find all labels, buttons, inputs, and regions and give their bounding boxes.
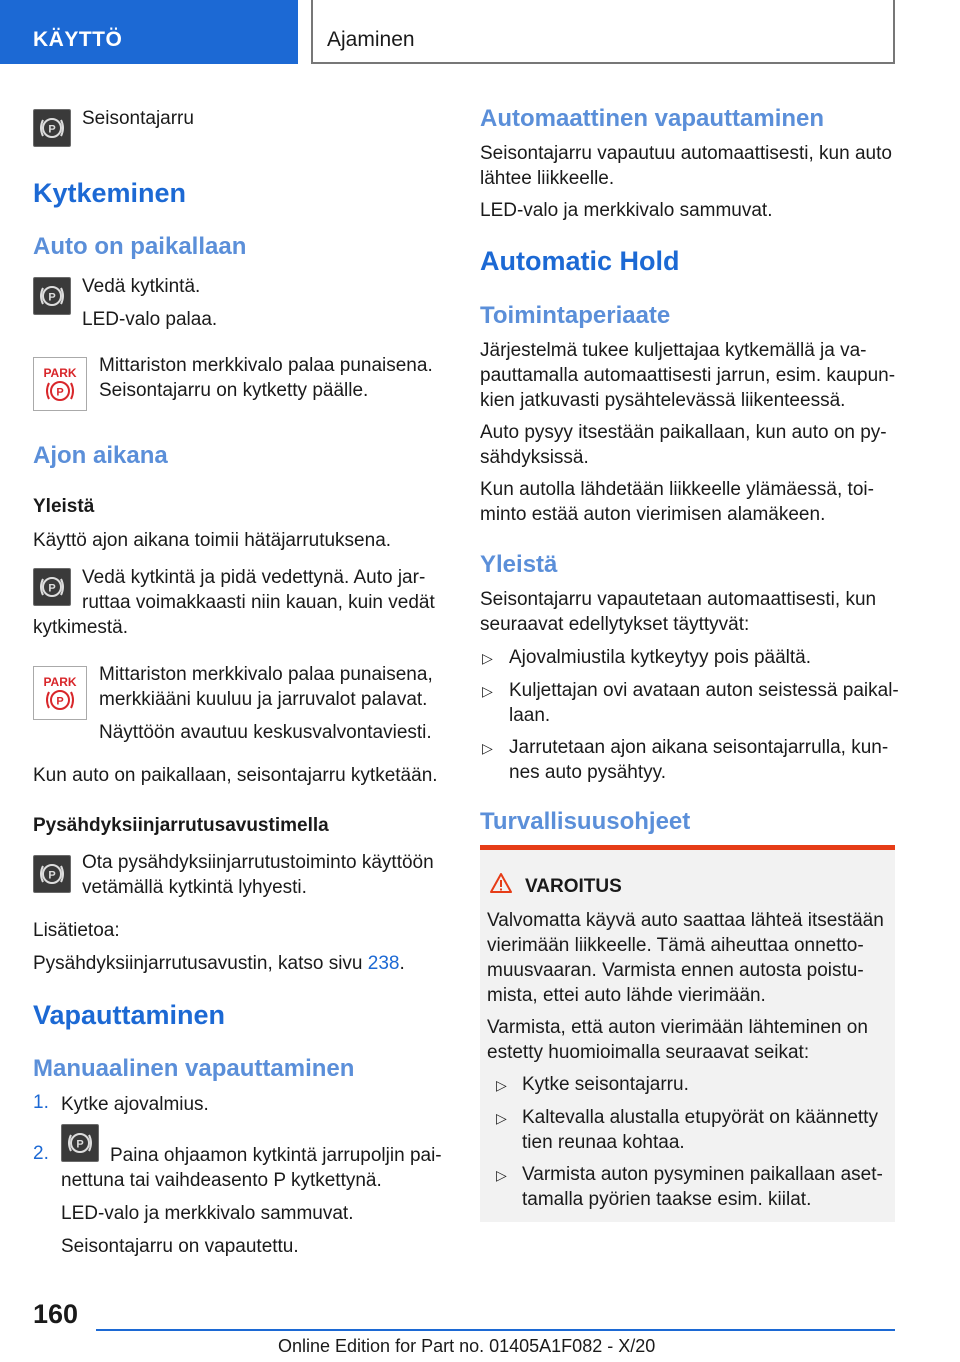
body-text: Seisontajarru vapautetaan automaattisesti, kun (480, 589, 877, 610)
list-item: Seisontajarru on vapautettu. (61, 1236, 299, 1257)
list-item: Ajovalmiustila kytkeytyy pois päältä. (509, 647, 812, 668)
heading-kytkeminen: Kytkeminen (33, 178, 187, 208)
svg-text:P: P (48, 291, 56, 304)
heading-turvallisuusohjeet: Turvallisuusohjeet (480, 808, 691, 835)
body-text: vetämällä kytkintä lyhyesti. (82, 877, 307, 898)
warning-text: mista, ettei auto lähde vierimään. (487, 985, 766, 1006)
heading-vapauttaminen: Vapauttaminen (33, 1000, 226, 1030)
page-link[interactable]: 238 (367, 953, 400, 974)
heading-yleista-right: Yleistä (480, 551, 558, 578)
heading-toimintaperiaate: Toimintaperiaate (480, 302, 671, 329)
heading-pysahdys: Pysähdyksiinjarrutusavustimella (33, 815, 329, 836)
svg-text:P: P (76, 1138, 84, 1151)
list-item: nes auto pysähtyy. (509, 762, 667, 783)
park-text: Näyttöön avautuu keskusvalvontaviesti. (99, 722, 432, 743)
body-text: kien jatkuvasti pysähtelevässä liikenteessä. (480, 390, 846, 411)
reference-label: Pysähdyksiinjarrutusavustin, katso sivu (33, 953, 368, 974)
section-tab: KÄYTTÖ (0, 0, 298, 64)
footer-divider (96, 1329, 895, 1331)
svg-text:P: P (48, 869, 56, 882)
body-text: Järjestelmä tukee kuljettajaa kytkemällä ja va- (480, 340, 867, 361)
body-text: Auto pysyy itsestään paikallaan, kun auto on py- (480, 422, 887, 443)
park-icon-label: PARK (43, 675, 77, 689)
intro-label: Seisontajarru (82, 108, 194, 129)
warning-text: Varmista, että auton vierimään lähteminen on (487, 1017, 868, 1038)
bullet-icon: ▷ (482, 650, 493, 666)
body-text: Lisätietoa: (33, 920, 120, 941)
warning-list-item: tamalla pyörien taakse esim. kiilat. (522, 1189, 812, 1210)
warning-text: vierimään liikkeelle. Tämä aiheuttaa onnetto- (487, 935, 864, 956)
bullet-icon: ▷ (496, 1110, 507, 1126)
warning-list-item: Kaltevalla alustalla etupyörät on käännetty (522, 1107, 878, 1128)
body-text: kytkimestä. (33, 617, 129, 638)
svg-text:P: P (56, 386, 64, 399)
list-item: Paina ohjaamon kytkintä jarrupoljin pai- (110, 1145, 442, 1166)
parking-brake-switch-icon (33, 568, 71, 606)
body-text: lähtee liikkeelle. (480, 168, 615, 189)
step-text: LED-valo palaa. (82, 309, 218, 330)
park-text: Mittariston merkkivalo palaa punaisena. (99, 355, 433, 376)
body-text: ruttaa voimakkaasti niin kauan, kuin vedät (82, 592, 435, 613)
warning-list-item: Kytke seisontajarru. (522, 1074, 689, 1095)
body-text: Käyttö ajon aikana toimii hätäjarrutuksena. (33, 530, 392, 551)
parking-brake-switch-icon (33, 855, 71, 893)
park-text: merkkiääni kuuluu ja jarruvalot palavat. (99, 689, 428, 710)
body-text: Kun auto on paikallaan, seisontajarru kytketään. (33, 765, 438, 786)
body-text: Ota pysähdyksiinjarrutustoiminto käyttöön (82, 852, 434, 873)
warning-text: Valvomatta käyvä auto saattaa lähteä itsestään (487, 910, 884, 931)
list-number: 2. (33, 1143, 49, 1164)
footer-edition: Online Edition for Part no. 01405A1F082 - X/20 (278, 1336, 656, 1356)
bullet-icon: ▷ (496, 1077, 507, 1093)
warning-text: estetty huomioimalla seuraavat seikat: (487, 1042, 810, 1063)
heading-auto-paikallaan: Auto on paikallaan (33, 233, 247, 260)
park-icon-label: PARK (43, 366, 77, 380)
reference-end: . (399, 953, 405, 974)
heading-automaattinen-vapauttaminen: Automaattinen vapauttaminen (480, 105, 825, 132)
list-item: Kuljettajan ovi avataan auton seistessä paikal- (509, 680, 899, 701)
reference-text (33, 951, 405, 976)
bullet-icon: ▷ (482, 740, 493, 756)
list-number: 1. (33, 1092, 49, 1113)
list-item: laan. (509, 705, 551, 726)
list-item: nettuna tai vaihdeasento P kytkettynä. (61, 1170, 382, 1191)
park-text: Mittariston merkkivalo palaa punaisena, (99, 664, 433, 685)
warning-text: muusvaaran. Varmista ennen autosta poistu- (487, 960, 864, 981)
svg-text:P: P (48, 123, 56, 136)
body-text: seuraavat edellytykset täyttyvät: (480, 614, 750, 635)
body-text: Kun autolla lähdetään liikkeelle ylämäessä, toi- (480, 479, 874, 500)
heading-ajon-aikana: Ajon aikana (33, 442, 168, 469)
heading-yleista: Yleistä (33, 496, 95, 517)
list-item: LED-valo ja merkkivalo sammuvat. (61, 1203, 354, 1224)
warning-list-item: tien reunaa kohtaa. (522, 1132, 685, 1153)
park-warning-light-icon (33, 357, 87, 411)
list-item: Jarrutetaan ajon aikana seisontajarrulla, kun- (509, 737, 889, 758)
heading-automatic-hold: Automatic Hold (480, 246, 680, 276)
parking-brake-switch-icon (33, 109, 71, 147)
svg-text:P: P (56, 695, 64, 708)
warning-title: VAROITUS (525, 876, 622, 897)
heading-manuaalinen: Manuaalinen vapauttaminen (33, 1055, 355, 1082)
bullet-icon: ▷ (496, 1167, 507, 1183)
warning-triangle-icon (489, 872, 513, 894)
list-item: Kytke ajovalmius. (61, 1094, 209, 1115)
page-number: 160 (33, 1299, 79, 1329)
svg-text:P: P (48, 582, 56, 595)
parking-brake-switch-icon (61, 1124, 99, 1162)
chapter-title: Ajaminen (311, 0, 895, 64)
parking-brake-switch-icon (33, 277, 71, 315)
body-text: Vedä kytkintä ja pidä vedettynä. Auto jar- (82, 567, 426, 588)
body-text: LED-valo ja merkkivalo sammuvat. (480, 200, 773, 221)
body-text: sähdyksissä. (480, 447, 589, 468)
bullet-icon: ▷ (482, 683, 493, 699)
park-warning-light-icon (33, 666, 87, 720)
body-text: pauttamalla automaattisesti jarrun, esim. kaupun- (480, 365, 896, 386)
warning-list-item: Varmista auton pysyminen paikallaan aset- (522, 1164, 883, 1185)
body-text: minto estää auton vierimisen alamäkeen. (480, 504, 826, 525)
step-text: Vedä kytkintä. (82, 276, 201, 297)
body-text: Seisontajarru vapautuu automaattisesti, kun auto (480, 143, 892, 164)
park-text: Seisontajarru on kytketty päälle. (99, 380, 369, 401)
